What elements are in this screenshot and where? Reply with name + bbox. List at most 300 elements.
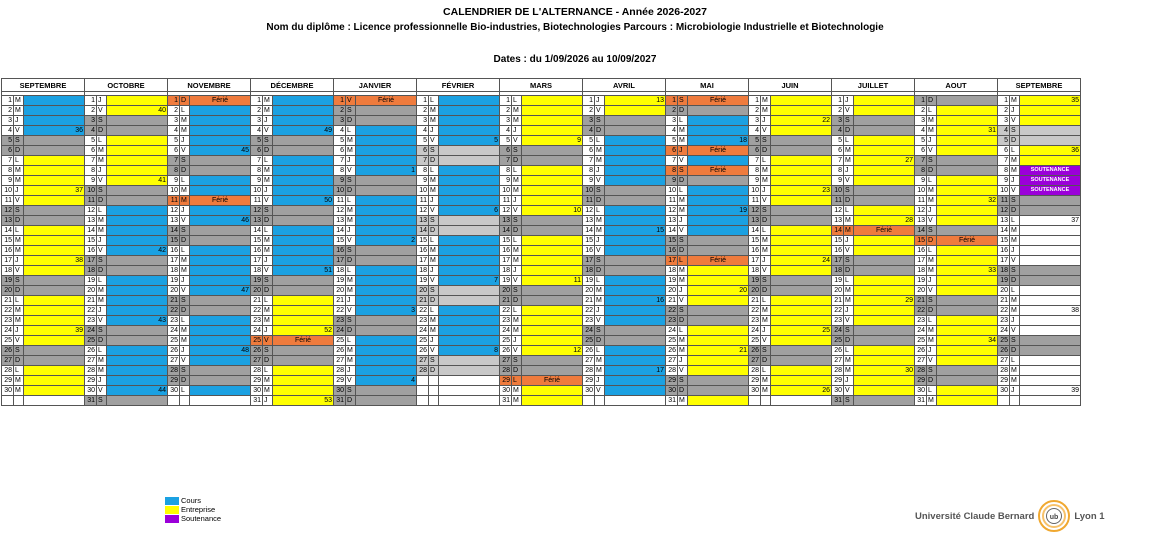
- day-number: 22: [417, 306, 429, 316]
- day-number: 8: [749, 166, 761, 176]
- weekday-letter: M: [97, 216, 107, 226]
- day-status-cell: [273, 156, 334, 166]
- day-number: 3: [500, 116, 512, 126]
- day-status-cell: [688, 126, 749, 136]
- weekday-letter: M: [844, 226, 854, 236]
- day-status-cell: [273, 236, 334, 246]
- day-status-cell: [273, 296, 334, 306]
- calendar-row: [2, 166, 1081, 176]
- day-status-cell: [439, 236, 500, 246]
- day-number: 27: [915, 356, 927, 366]
- weekday-letter: S: [346, 106, 356, 116]
- day-number: 12: [832, 206, 844, 216]
- day-status-cell: [24, 286, 85, 296]
- day-status-cell: 32: [937, 196, 998, 206]
- day-number: 22: [998, 306, 1010, 316]
- weekday-letter: S: [595, 186, 605, 196]
- day-number: 20: [749, 286, 761, 296]
- weekday-letter: M: [678, 266, 688, 276]
- day-number: 27: [85, 356, 97, 366]
- weekday-letter: M: [1010, 96, 1020, 106]
- day-number: 1: [749, 96, 761, 106]
- weekday-letter: V: [927, 356, 937, 366]
- day-status-cell: [771, 356, 832, 366]
- weekday-letter: J: [346, 296, 356, 306]
- weekday-letter: D: [595, 266, 605, 276]
- day-number: 14: [666, 226, 678, 236]
- day-status-cell: [605, 206, 666, 216]
- date-range: Dates : du 1/09/2026 au 10/09/2027: [493, 54, 657, 65]
- day-number: 6: [85, 146, 97, 156]
- weekday-letter: V: [595, 386, 605, 396]
- day-number: 30: [500, 386, 512, 396]
- weekday-letter: M: [761, 96, 771, 106]
- weekday-letter: M: [761, 376, 771, 386]
- weekday-letter: M: [346, 146, 356, 156]
- day-number: 12: [334, 206, 346, 216]
- weekday-letter: S: [927, 226, 937, 236]
- weekday-letter: L: [346, 196, 356, 206]
- weekday-letter: V: [1010, 256, 1020, 266]
- weekday-letter: J: [14, 326, 24, 336]
- day-number: 28: [998, 366, 1010, 376]
- day-status-cell: [937, 296, 998, 306]
- month-header: FÉVRIER: [417, 79, 500, 92]
- day-status-cell: [24, 366, 85, 376]
- day-number: 30: [832, 386, 844, 396]
- weekday-letter: M: [14, 376, 24, 386]
- day-status-cell: [937, 176, 998, 186]
- weekday-letter: L: [927, 246, 937, 256]
- day-status-cell: [439, 226, 500, 236]
- weekday-letter: D: [844, 266, 854, 276]
- weekday-letter: L: [346, 336, 356, 346]
- day-status-cell: [107, 356, 168, 366]
- weekday-letter: M: [346, 276, 356, 286]
- day-number: 15: [915, 236, 927, 246]
- day-status-cell: [605, 196, 666, 206]
- day-status-cell: 33: [937, 266, 998, 276]
- day-number: 4: [85, 126, 97, 136]
- day-number: 24: [832, 326, 844, 336]
- weekday-letter: J: [180, 136, 190, 146]
- day-number: 31: [85, 396, 97, 406]
- day-status-cell: [190, 376, 251, 386]
- day-number: 12: [500, 206, 512, 216]
- day-status-cell: 2: [356, 236, 417, 246]
- weekday-letter: S: [844, 256, 854, 266]
- day-status-cell: [107, 366, 168, 376]
- day-number: 4: [583, 126, 595, 136]
- day-number: 3: [832, 116, 844, 126]
- weekday-letter: D: [844, 126, 854, 136]
- day-number: 3: [334, 116, 346, 126]
- day-number: 7: [583, 156, 595, 166]
- day-status-cell: [107, 156, 168, 166]
- weekday-letter: J: [512, 196, 522, 206]
- day-number: 18: [2, 266, 14, 276]
- day-number: 6: [915, 146, 927, 156]
- day-number: 23: [500, 316, 512, 326]
- weekday-letter: M: [761, 236, 771, 246]
- day-status-cell: [107, 196, 168, 206]
- day-status-cell: 27: [854, 156, 915, 166]
- day-status-cell: [522, 176, 583, 186]
- legend-label: Soutenance: [181, 514, 222, 523]
- day-status-cell: [605, 286, 666, 296]
- day-number: 18: [417, 266, 429, 276]
- weekday-letter: S: [97, 186, 107, 196]
- day-status-cell: [439, 306, 500, 316]
- weekday-letter: L: [844, 276, 854, 286]
- day-status-cell: [190, 396, 251, 406]
- weekday-letter: V: [512, 206, 522, 216]
- day-number: 27: [998, 356, 1010, 366]
- weekday-letter: D: [678, 316, 688, 326]
- weekday-letter: V: [14, 266, 24, 276]
- day-number: 10: [915, 186, 927, 196]
- weekday-letter: D: [263, 146, 273, 156]
- day-status-cell: [605, 306, 666, 316]
- weekday-letter: [1010, 396, 1020, 406]
- weekday-letter: M: [678, 126, 688, 136]
- day-number: 7: [168, 156, 180, 166]
- day-status-cell: [356, 286, 417, 296]
- day-status-cell: [439, 166, 500, 176]
- day-number: 11: [915, 196, 927, 206]
- day-number: 13: [500, 216, 512, 226]
- day-status-cell: 39: [1020, 386, 1081, 396]
- day-status-cell: Férié: [688, 146, 749, 156]
- day-status-cell: [688, 266, 749, 276]
- day-status-cell: [439, 196, 500, 206]
- day-status-cell: [522, 356, 583, 366]
- weekday-letter: M: [1010, 236, 1020, 246]
- weekday-letter: L: [844, 346, 854, 356]
- weekday-letter: L: [927, 176, 937, 186]
- day-number: 21: [998, 296, 1010, 306]
- calendar-table: [1, 78, 1081, 406]
- day-number: 12: [749, 206, 761, 216]
- day-number: 23: [417, 316, 429, 326]
- weekday-letter: M: [180, 336, 190, 346]
- weekday-letter: L: [512, 96, 522, 106]
- day-number: 13: [666, 216, 678, 226]
- weekday-letter: S: [346, 386, 356, 396]
- day-status-cell: [439, 316, 500, 326]
- day-status-cell: [1020, 246, 1081, 256]
- day-number: 23: [915, 316, 927, 326]
- day-number: 3: [168, 116, 180, 126]
- weekday-letter: J: [14, 256, 24, 266]
- day-status-cell: Férié: [522, 376, 583, 386]
- calendar-row: [2, 296, 1081, 306]
- month-header: DÉCEMBRE: [251, 79, 334, 92]
- weekday-letter: S: [761, 206, 771, 216]
- day-number: 14: [583, 226, 595, 236]
- day-number: 28: [168, 366, 180, 376]
- weekday-letter: V: [429, 136, 439, 146]
- weekday-letter: M: [1010, 226, 1020, 236]
- weekday-letter: M: [97, 296, 107, 306]
- day-status-cell: 4: [356, 376, 417, 386]
- day-number: 9: [334, 176, 346, 186]
- weekday-letter: M: [429, 186, 439, 196]
- weekday-letter: M: [180, 186, 190, 196]
- weekday-letter: V: [595, 246, 605, 256]
- weekday-letter: S: [429, 286, 439, 296]
- weekday-letter: M: [927, 336, 937, 346]
- weekday-letter: D: [844, 196, 854, 206]
- day-status-cell: [356, 346, 417, 356]
- month-header: JANVIER: [334, 79, 417, 92]
- weekday-letter: L: [1010, 146, 1020, 156]
- weekday-letter: V: [595, 106, 605, 116]
- day-number: 22: [915, 306, 927, 316]
- weekday-letter: S: [263, 136, 273, 146]
- day-status-cell: 37: [24, 186, 85, 196]
- weekday-letter: M: [1010, 156, 1020, 166]
- day-status-cell: [273, 376, 334, 386]
- day-status-cell: [273, 346, 334, 356]
- weekday-letter: D: [429, 366, 439, 376]
- day-number: 17: [251, 256, 263, 266]
- day-number: 24: [998, 326, 1010, 336]
- calendar-row: [2, 106, 1081, 116]
- day-status-cell: [439, 216, 500, 226]
- weekday-letter: S: [844, 326, 854, 336]
- calendar-row: [2, 356, 1081, 366]
- day-status-cell: [854, 186, 915, 196]
- weekday-letter: L: [97, 346, 107, 356]
- day-status-cell: Férié: [190, 96, 251, 106]
- weekday-letter: M: [180, 266, 190, 276]
- day-number: 10: [85, 186, 97, 196]
- day-number: 23: [2, 316, 14, 326]
- weekday-letter: D: [512, 366, 522, 376]
- weekday-letter: J: [595, 236, 605, 246]
- day-number: 30: [583, 386, 595, 396]
- day-number: 7: [417, 156, 429, 166]
- weekday-letter: M: [263, 376, 273, 386]
- calendar-row: [2, 116, 1081, 126]
- weekday-letter: J: [927, 276, 937, 286]
- weekday-letter: M: [97, 286, 107, 296]
- weekday-letter: J: [1010, 106, 1020, 116]
- day-number: 27: [168, 356, 180, 366]
- day-status-cell: [273, 246, 334, 256]
- weekday-letter: M: [512, 246, 522, 256]
- calendar-row: [2, 246, 1081, 256]
- day-status-cell: 39: [24, 326, 85, 336]
- day-status-cell: [356, 266, 417, 276]
- day-status-cell: [937, 346, 998, 356]
- day-status-cell: [937, 286, 998, 296]
- day-status-cell: [1020, 316, 1081, 326]
- weekday-letter: M: [429, 116, 439, 126]
- day-status-cell: 12: [522, 346, 583, 356]
- day-number: 9: [832, 176, 844, 186]
- day-number: 25: [998, 336, 1010, 346]
- weekday-letter: D: [678, 246, 688, 256]
- weekday-letter: D: [761, 286, 771, 296]
- day-status-cell: [190, 256, 251, 266]
- day-number: 21: [583, 296, 595, 306]
- day-status-cell: [190, 266, 251, 276]
- weekday-letter: L: [97, 136, 107, 146]
- weekday-letter: J: [97, 236, 107, 246]
- month-header: AVRIL: [583, 79, 666, 92]
- day-status-cell: [24, 136, 85, 146]
- weekday-letter: V: [346, 236, 356, 246]
- day-number: [583, 396, 595, 406]
- weekday-letter: M: [14, 306, 24, 316]
- day-number: 15: [832, 236, 844, 246]
- day-status-cell: [937, 306, 998, 316]
- weekday-letter: D: [927, 96, 937, 106]
- day-status-cell: [771, 246, 832, 256]
- day-status-cell: [273, 146, 334, 156]
- day-status-cell: SOUTENANCE: [1020, 176, 1081, 186]
- weekday-letter: M: [1010, 166, 1020, 176]
- day-number: 27: [749, 356, 761, 366]
- day-number: 8: [500, 166, 512, 176]
- day-number: 6: [2, 146, 14, 156]
- weekday-letter: S: [761, 276, 771, 286]
- day-number: 1: [2, 96, 14, 106]
- day-status-cell: [937, 216, 998, 226]
- day-status-cell: [937, 276, 998, 286]
- day-number: 19: [251, 276, 263, 286]
- weekday-letter: M: [429, 176, 439, 186]
- day-number: 6: [500, 146, 512, 156]
- day-status-cell: [190, 176, 251, 186]
- day-number: 8: [251, 166, 263, 176]
- day-status-cell: [24, 386, 85, 396]
- day-status-cell: [273, 306, 334, 316]
- day-status-cell: 52: [273, 326, 334, 336]
- weekday-letter: D: [263, 356, 273, 366]
- day-status-cell: [190, 206, 251, 216]
- day-number: 24: [334, 326, 346, 336]
- day-number: 18: [500, 266, 512, 276]
- weekday-letter: S: [346, 246, 356, 256]
- day-status-cell: 1: [356, 166, 417, 176]
- weekday-letter: M: [927, 266, 937, 276]
- day-status-cell: [605, 156, 666, 166]
- day-number: 13: [583, 216, 595, 226]
- day-number: 23: [832, 316, 844, 326]
- weekday-letter: L: [927, 316, 937, 326]
- day-number: 3: [417, 116, 429, 126]
- weekday-letter: M: [429, 256, 439, 266]
- day-status-cell: [356, 146, 417, 156]
- weekday-letter: L: [14, 226, 24, 236]
- weekday-letter: M: [844, 146, 854, 156]
- day-number: 27: [417, 356, 429, 366]
- weekday-letter: M: [346, 206, 356, 216]
- weekday-letter: D: [512, 226, 522, 236]
- day-number: 5: [500, 136, 512, 146]
- weekday-letter: J: [429, 196, 439, 206]
- weekday-letter: J: [180, 276, 190, 286]
- weekday-letter: M: [512, 186, 522, 196]
- weekday-letter: V: [180, 356, 190, 366]
- weekday-letter: J: [595, 96, 605, 106]
- day-status-cell: [190, 186, 251, 196]
- day-number: 20: [251, 286, 263, 296]
- weekday-letter: S: [180, 296, 190, 306]
- day-status-cell: [1020, 156, 1081, 166]
- weekday-letter: D: [512, 296, 522, 306]
- day-status-cell: [439, 396, 500, 406]
- day-status-cell: [190, 246, 251, 256]
- weekday-letter: J: [844, 376, 854, 386]
- day-status-cell: [688, 386, 749, 396]
- weekday-letter: D: [1010, 206, 1020, 216]
- weekday-letter: J: [346, 226, 356, 236]
- weekday-letter: S: [97, 256, 107, 266]
- day-status-cell: [356, 316, 417, 326]
- day-status-cell: [1020, 356, 1081, 366]
- day-number: 20: [168, 286, 180, 296]
- day-number: [749, 396, 761, 406]
- day-number: 17: [85, 256, 97, 266]
- weekday-letter: M: [14, 236, 24, 246]
- weekday-letter: V: [927, 216, 937, 226]
- weekday-letter: L: [512, 306, 522, 316]
- weekday-letter: S: [346, 316, 356, 326]
- weekday-letter: M: [263, 386, 273, 396]
- calendar-row: [2, 396, 1081, 406]
- day-status-cell: [937, 136, 998, 146]
- day-status-cell: [1020, 296, 1081, 306]
- weekday-letter: M: [595, 146, 605, 156]
- day-status-cell: [937, 396, 998, 406]
- weekday-letter: S: [1010, 266, 1020, 276]
- weekday-letter: L: [595, 206, 605, 216]
- day-number: 3: [2, 116, 14, 126]
- weekday-letter: J: [263, 326, 273, 336]
- weekday-letter: L: [346, 126, 356, 136]
- day-status-cell: [190, 166, 251, 176]
- weekday-letter: S: [1010, 196, 1020, 206]
- weekday-letter: M: [512, 106, 522, 116]
- university-seal-icon: [1038, 500, 1070, 532]
- weekday-letter: V: [180, 286, 190, 296]
- weekday-letter: D: [97, 126, 107, 136]
- day-number: 9: [251, 176, 263, 186]
- day-status-cell: [273, 96, 334, 106]
- day-number: 8: [334, 166, 346, 176]
- weekday-letter: M: [595, 296, 605, 306]
- day-number: 29: [251, 376, 263, 386]
- legend: [165, 496, 221, 523]
- weekday-letter: D: [927, 306, 937, 316]
- university-name: Université Claude Bernard: [915, 510, 1035, 522]
- day-number: 24: [2, 326, 14, 336]
- day-number: 9: [749, 176, 761, 186]
- day-status-cell: [107, 296, 168, 306]
- weekday-letter: J: [761, 326, 771, 336]
- day-number: 23: [168, 316, 180, 326]
- day-status-cell: [937, 376, 998, 386]
- weekday-letter: M: [512, 176, 522, 186]
- legend-swatch: [165, 506, 179, 514]
- day-number: 29: [583, 376, 595, 386]
- day-status-cell: [273, 136, 334, 146]
- month-header: MAI: [666, 79, 749, 92]
